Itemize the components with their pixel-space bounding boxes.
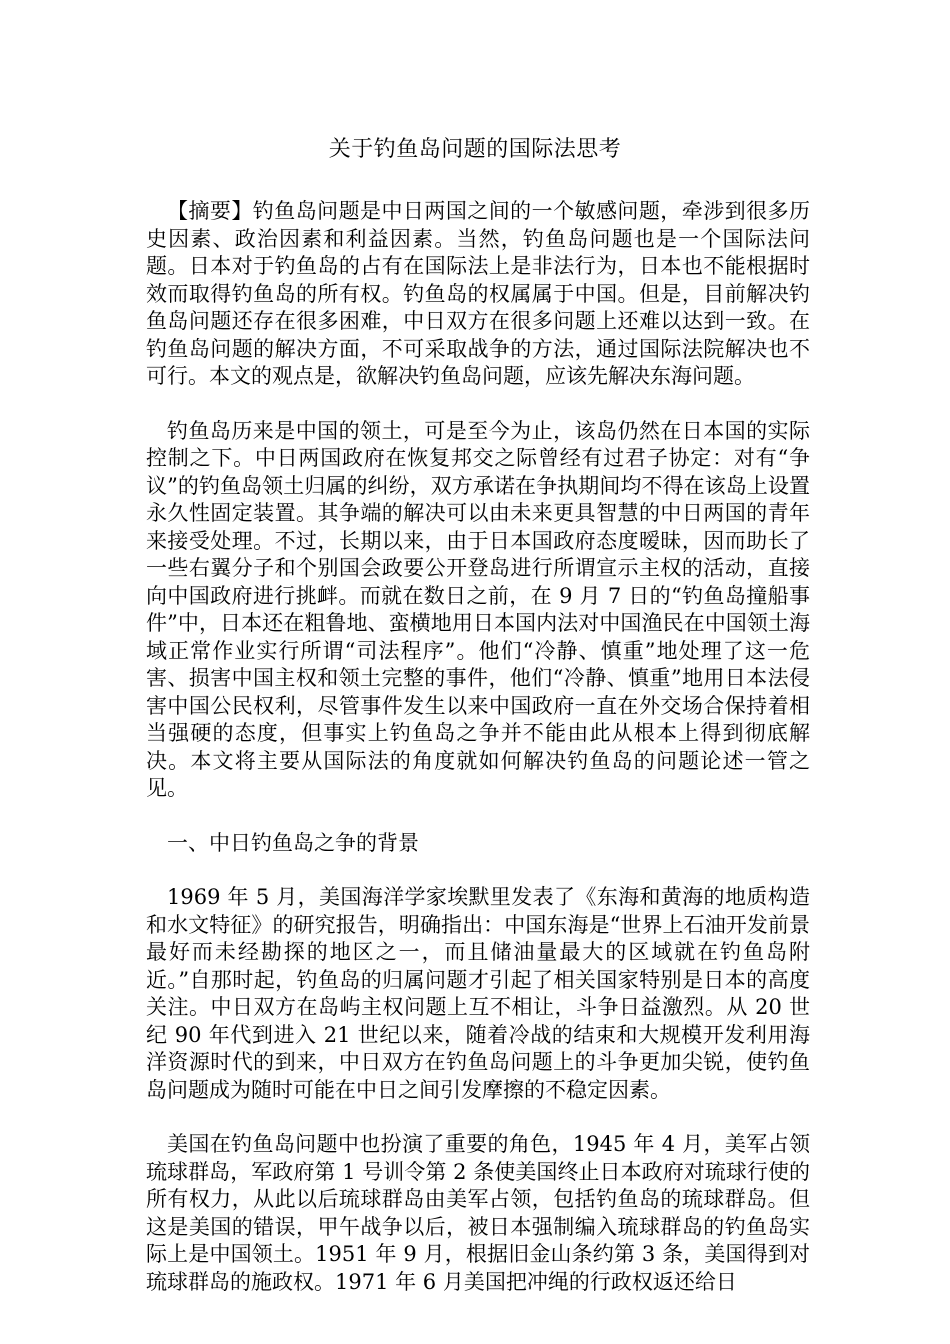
document-body <box>146 198 810 1323</box>
section-paragraph: 1969 年 5 月，美国海洋学家埃默里发表了《东海和黄海的地质构造和水文特征》的研究报告，明确指出：中国东海是“世界上石油开发前景最好而未经勘探的地区之一，而且储油量最大的区域就在钓鱼岛附近。”自那时起，钓鱼岛的归属问题才引起了相关国家特别是日本的高度关注。中日双方在岛屿主权问题上互不相让，斗争日益激烈。从 20 世纪 90 年代到进入 21 世纪以来，随着冷战的结束和大规模开发利用海洋资源时代的到来，中日双方在钓鱼岛问题上的斗争更加尖锐，使钓鱼岛问题成为随时可能在中日之间引发摩擦的不稳定因素。 <box>146 885 810 1102</box>
document-title: 关于钓鱼岛问题的国际法思考 <box>328 137 622 162</box>
abstract-paragraph: 【摘要】钓鱼岛问题是中日两国之间的一个敏感问题，牵涉到很多历史因素、政治因素和利益因素。当然，钓鱼岛问题也是一个国际法问题。日本对于钓鱼岛的占有在国际法上是非法行为，日本也不能根据时效而取得钓鱼岛的所有权。钓鱼岛的权属属于中国。但是，目前解决钓鱼岛问题还存在很多困难，中日双方在很多问题上还难以达到一致。在钓鱼岛问题的解决方面，不可采取战争的方法，通过国际法院解决也不可行。本文的观点是，欲解决钓鱼岛问题，应该先解决东海问题。 <box>146 199 810 388</box>
intro-paragraph: 钓鱼岛历来是中国的领土，可是至今为止，该岛仍然在日本国的实际控制之下。中日两国政府在恢复邦交之际曾经有过君子协定：对有“争议”的钓鱼岛领土归属的纠纷，双方承诺在争执期间均不得在该岛上设置永久性固定装置。其争端的解决可以由未来更具智慧的中日两国的青年来接受处理。不过，长期以来，由于日本国政府态度暧昧，因而助长了一些右翼分子和个别国会政要公开登岛进行所谓宣示主权的活动，直接向中国政府进行挑衅。而就在数日之前，在 9 月 7 日的“钓鱼岛撞船事件”中，日本还在粗鲁地、蛮横地用日本国内法对中国渔民在中国领土海域正常作业实行所谓“司法程序”。他们“冷静、慎重”地处理了这一危害、损害中国主权和领土完整的事件，他们“冷静、慎重”地用日本法侵害中国公民权利，尽管事件发生以来中国政府一直在外交场合保持着相当强硬的态度，但事实上钓鱼岛之争并不能由此从根本上得到彻底解决。本文将主要从国际法的角度就如何解决钓鱼岛的问题论述一管之见。 <box>146 418 810 800</box>
section-heading: 一、中日钓鱼岛之争的背景 <box>167 830 419 855</box>
section-paragraph: 美国在钓鱼岛问题中也扮演了重要的角色，1945 年 4 月，美军占领琉球群岛，军政府第 1 号训令第 2 条使美国终止日本政府对琉球行使的所有权力，从此以后琉球群岛由美军占领，包括钓鱼岛的琉球群岛。但这是美国的错误，甲午战争以后，被日本强制编入琉球群岛的钓鱼岛实际上是中国领土。1951 年 9 月，根据旧金山条约第 3 条，美国得到对琉球群岛的施政权。1971 年 6 月美国把冲绳的行政权返还给日 <box>146 1132 810 1294</box>
